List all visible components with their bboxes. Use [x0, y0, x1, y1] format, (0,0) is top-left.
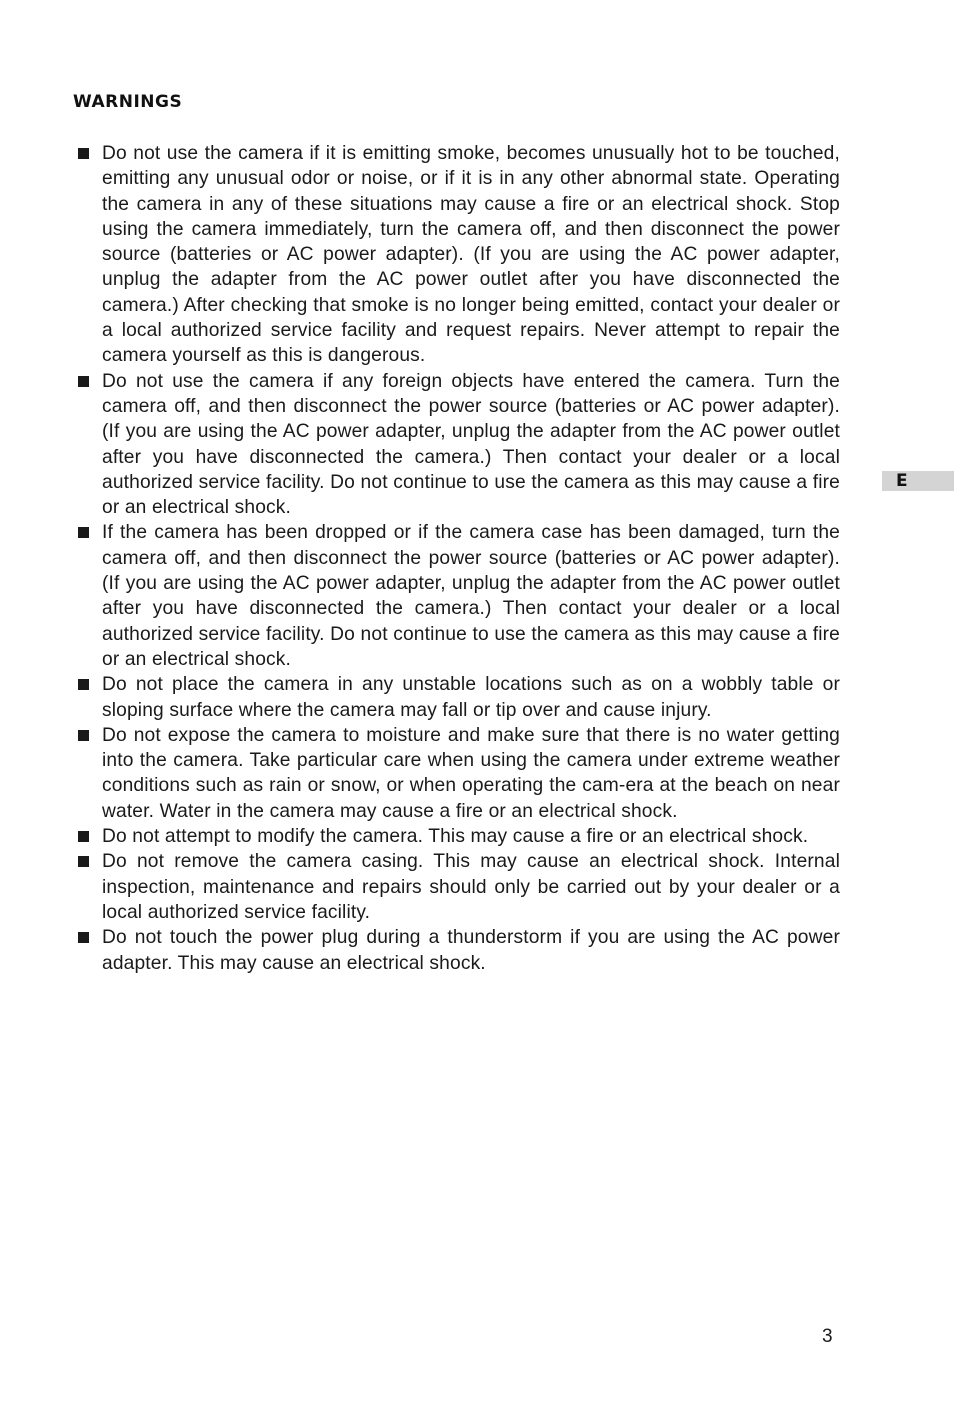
language-tab — [882, 471, 954, 491]
square-bullet-icon — [78, 730, 89, 741]
square-bullet-icon — [78, 932, 89, 943]
square-bullet-icon — [78, 527, 89, 538]
section-heading: WARNINGS — [73, 92, 183, 112]
warnings-list — [74, 141, 840, 976]
warning-item — [74, 925, 840, 976]
language-tab-label: E — [896, 471, 908, 491]
square-bullet-icon — [78, 376, 89, 387]
warning-item — [74, 723, 840, 824]
warning-item — [74, 849, 840, 925]
square-bullet-icon — [78, 148, 89, 159]
warning-text: Do not touch the power plug during a thunderstorm if you are using the AC power adapter. This may cause an electrical shock. — [102, 927, 840, 974]
warning-item — [74, 520, 840, 672]
warning-text: If the camera has been dropped or if the camera case has been damaged, turn the camera off, and then disconnect the power source (batteries or AC power adapter). (If you are using the AC power adapter, unplug the adapter from the AC power outlet after you have disconnected the camera.) Then contact your dealer or a local authorized service facility. Do not continue to use the camera as this may cause a fire or an electrical shock. — [102, 522, 840, 670]
warning-text: Do not expose the camera to moisture and make sure that there is no water getting into the camera. Take particular care when using the camera under extreme weather conditions such as rain or snow, or when operating the cam-era at the beach on near water. Water in the camera may cause a fire or an electrical shock. — [102, 724, 840, 822]
square-bullet-icon — [78, 856, 89, 867]
warning-text: Do not remove the camera casing. This may cause an electrical shock. Internal inspection, maintenance and repairs should only be carried out by your dealer or a local authorized service facility. — [102, 851, 840, 923]
warning-item — [74, 369, 840, 521]
square-bullet-icon — [78, 679, 89, 690]
warning-item — [74, 824, 840, 849]
warning-text: Do not use the camera if any foreign objects have entered the camera. Turn the camera off, and then disconnect the power source (batteries or AC power adapter). (If you are using the AC power adapter, unplug the adapter from the AC power outlet after you have disconnected the camera.) Then contact your dealer or a local authorized service facility. Do not continue to use the camera as this may cause a fire or an electrical shock. — [102, 370, 840, 519]
warning-item — [74, 141, 840, 369]
page-number: 3 — [822, 1326, 833, 1347]
warning-text: Do not attempt to modify the camera. This may cause a fire or an electrical shock. — [102, 826, 809, 848]
square-bullet-icon — [78, 831, 89, 842]
warning-text: Do not place the camera in any unstable locations such as on a wobbly table or sloping surface where the camera may fall or tip over and cause injury. — [102, 674, 840, 721]
warning-text: Do not use the camera if it is emitting smoke, becomes unusually hot to be touched, emitting any unusual odor or noise, or if it is in any other abnormal state. Operating the camera in any of these situations may cause a fire or an electrical shock. Stop using the camera immediately, turn the camera off, and then disconnect the power source (batteries or AC power adapter). (If you are using the AC power adapter, unplug the adapter from the AC power outlet after you have disconnected the camera.) After checking that smoke is no longer being emitted, contact your dealer or a local authorized service facility and request repairs. Never attempt to repair the camera yourself as this is dangerous. — [102, 143, 840, 367]
warning-item — [74, 672, 840, 723]
